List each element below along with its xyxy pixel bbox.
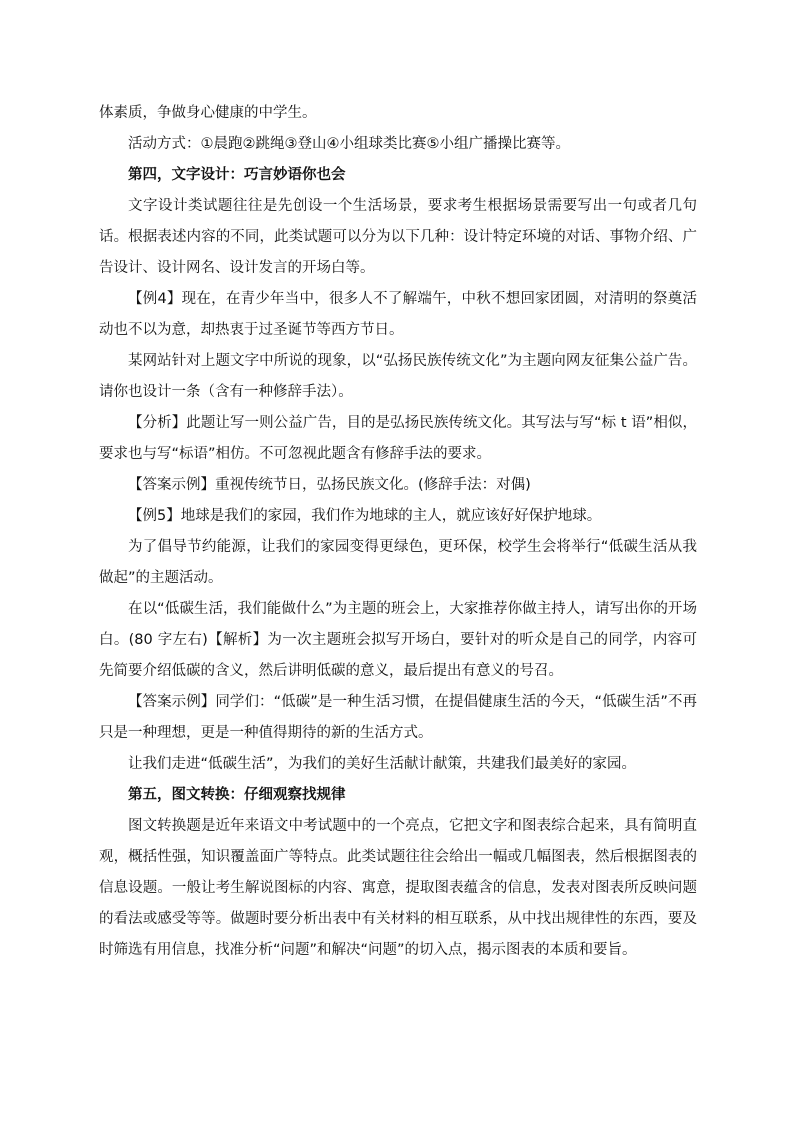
paragraph-example-5-task: 在以“低碳生活，我们能做什么”为主题的班会上，大家推荐你做主持人，请写出你的开场白。(80 字左右)【解析】为一次主题班会拟写开场白，要针对的听众是自己的同学，内容可先简要介绍低碳的含义，然后讲明低碳的意义，最后提出有意义的号召。 — [99, 601, 697, 679]
document-body — [99, 98, 697, 966]
paragraph-example-5-context: 为了倡导节约能源，让我们的家园变得更绿色，更环保，校学生会将举行“低碳生活从我做起”的主题活动。 — [99, 539, 697, 586]
paragraph-example-4: 【例4】现在，在青少年当中，很多人不了解端午，中秋不想回家团圆，对清明的祭奠活动也不以为意，却热衷于过圣诞节等西方节日。 — [99, 291, 697, 338]
paragraph-activity-methods: 活动方式：①晨跑②跳绳③登山④小组球类比赛⑤小组广播操比赛等。 — [128, 136, 570, 152]
paragraph-intro-continuation: 体素质，争做身心健康的中学生。 — [99, 105, 317, 121]
section-heading-image-text-conversion: 第五，图文转换：仔细观察找规律 — [128, 787, 346, 803]
paragraph-example-5-answer: 【答案示例】同学们：“低碳”是一种生活习惯，在提倡健康生活的今天，“低碳生活”不再只是一种理想，更是一种值得期待的新的生活方式。 — [99, 694, 697, 741]
paragraph-example-5: 【例5】地球是我们的家园，我们作为地球的主人，就应该好好保护地球。 — [128, 508, 602, 524]
paragraph-example-4-task: 某网站针对上题文字中所说的现象，以“弘扬民族传统文化”为主题向网友征集公益广告。请你也设计一条（含有一种修辞手法）。 — [99, 353, 697, 400]
paragraph-text-design-intro: 文字设计类试题往往是先创设一个生活场景，要求考生根据场景需要写出一句或者几句话。根据表述内容的不同，此类试题可以分为以下几种：设计特定环境的对话、事物介绍、广告设计、设计网名、设计发言的开场白等。 — [99, 198, 697, 276]
paragraph-example-4-answer: 【答案示例】重视传统节日，弘扬民族文化。(修辞手法：对偶) — [128, 477, 531, 493]
section-heading-text-design: 第四，文字设计：巧言妙语你也会 — [128, 167, 346, 183]
paragraph-image-text-intro: 图文转换题是近年来语文中考试题中的一个亮点，它把文字和图表综合起来，具有简明直观，概括性强，知识覆盖面广等特点。此类试题往往会给出一幅或几幅图表，然后根据图表的信息设题。一般让考生解说图标的内容、寓意，提取图表蕴含的信息，发表对图表所反映问题的看法或感受等等。做题时要分析出表中有关材料的相互联系，从中找出规律性的东西，要及时筛选有用信息，找准分析“问题”和解决“问题”的切入点，揭示图表的本质和要旨。 — [99, 818, 697, 958]
paragraph-example-5-answer-closing: 让我们走进“低碳生活”，为我们的美好生活献计献策，共建我们最美好的家园。 — [128, 756, 637, 772]
paragraph-example-4-analysis: 【分析】此题让写一则公益广告，目的是弘扬民族传统文化。其写法与写“标 t 语”相似，要求也与写“标语”相仿。不可忽视此题含有修辞手法的要求。 — [99, 415, 697, 462]
